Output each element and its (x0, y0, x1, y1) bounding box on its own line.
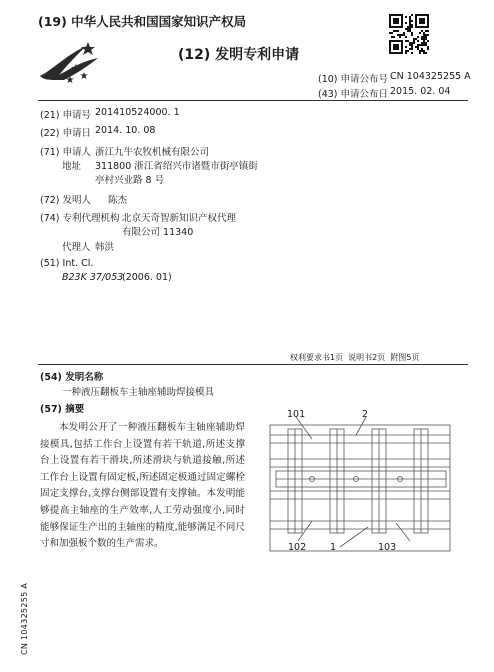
abstract-label: (57) 摘要 (40, 404, 85, 415)
agency-label: (74) 专利代理机构 (40, 213, 120, 224)
authority-header: (19) 中华人民共和国国家知识产权局 (38, 14, 247, 29)
middle-divider (38, 364, 468, 365)
header-divider (38, 100, 468, 101)
figure-label-2: 2 (362, 409, 369, 420)
invention-title-label: (54) 发明名称 (40, 372, 104, 383)
inventor: 陈杰 (108, 195, 128, 206)
agency-line-2: 有限公司 11340 (122, 227, 194, 238)
publication-number-label: (10) 申请公布号 (318, 74, 389, 85)
address-line-2: 亭村兴业路 8 号 (95, 175, 165, 186)
figure-label-1: 1 (330, 542, 337, 553)
cnipa-logo-icon (38, 40, 106, 86)
filing-date: 2014. 10. 08 (95, 125, 156, 136)
figure-label-102: 102 (288, 542, 307, 553)
application-number-label: (21) 申请号 (40, 110, 92, 121)
representative-drawing (268, 405, 454, 557)
document-type-title: (12) 发明专利申请 (178, 47, 300, 63)
agent-label: 代理人 (62, 242, 91, 253)
address-line-1: 311800 浙江省绍兴市诸暨市街亭镇街 (95, 161, 258, 172)
publication-date-label: (43) 申请公布日 (318, 89, 389, 100)
invention-title: 一种液压翻板车主轴座辅助焊接模具 (62, 387, 215, 398)
qr-code-icon (389, 14, 429, 54)
int-cl-label: (51) Int. Cl. (40, 258, 94, 269)
int-cl-year: (2006. 01) (122, 272, 172, 283)
agent: 韩洪 (95, 242, 115, 253)
publication-date: 2015. 02. 04 (390, 86, 451, 97)
int-cl-code: B23K 37/053 (62, 272, 124, 283)
agency-line-1: 北京天奇智新知识产权代理 (122, 213, 237, 224)
applicant: 浙江九牛农牧机械有限公司 (95, 147, 210, 158)
figure-label-103: 103 (378, 542, 397, 553)
filing-date-label: (22) 申请日 (40, 128, 92, 139)
application-number: 201410524000. 1 (95, 107, 180, 118)
inventor-label: (72) 发明人 (40, 195, 92, 206)
publication-number: CN 104325255 A (390, 71, 471, 82)
applicant-label: (71) 申请人 (40, 147, 92, 158)
address-label: 地址 (62, 161, 82, 172)
page-counts: 权利要求书1页 说明书2页 附图5页 (290, 353, 420, 362)
side-publication-number: CN 104325255 A (20, 582, 29, 655)
abstract-text: 本发明公开了一种液压翻板车主轴座辅助焊接模具,包括工作台上设置有若干轨道,所述支撑台上设置有若干滑块,所述滑块与轨道接触,所述工作台上设置有固定板,所述固定板通过固定螺栓固定支撑台,支撑台侧部设置有支撑轴。本发明能够提高主轴座的生产效率,人工劳动强度小,同时能够保证生产出的主轴座的精度,能够满足不同尺寸和加强板个数的生产需求。 (40, 422, 245, 550)
figure-label-101: 101 (287, 409, 306, 420)
